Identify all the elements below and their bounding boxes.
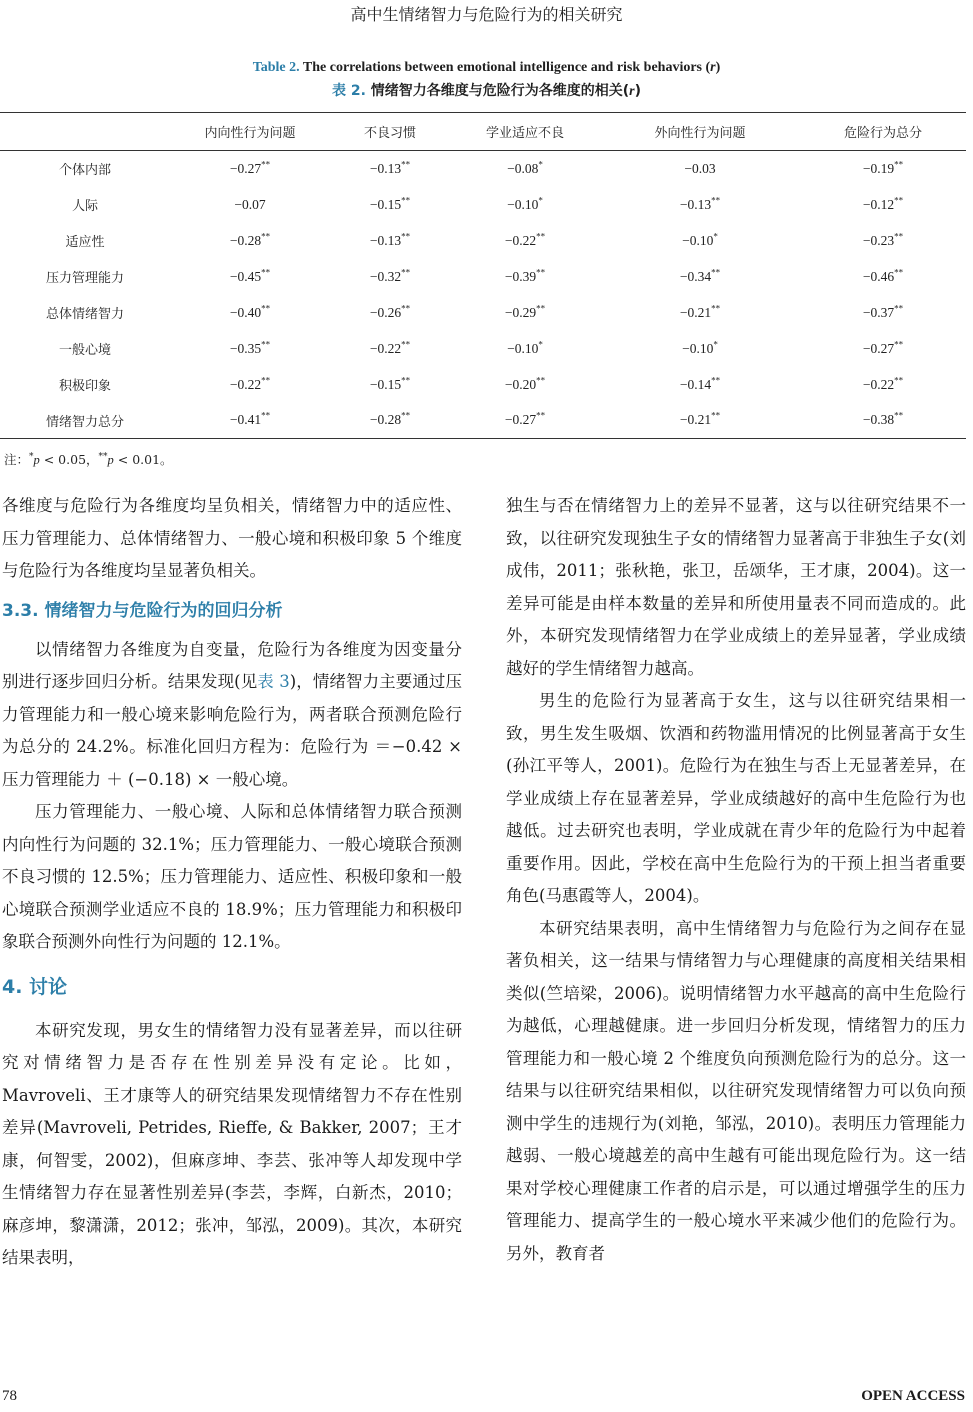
significance-mark: **: [894, 339, 904, 349]
paragraph: 本研究结果表明，高中生情绪智力与危险行为之间存在显著负相关，这一结果与情绪智力与心理健康的高度相关结果相类似(竺培梁，2006)。说明情绪智力水平越高的高中生危险行为越低，心理越健康。进一步回归分析发现，情绪智力的压力管理能力和一般心境 2 个维度负向预测危险行为的总分。这一结果与以往研究结果相似，以往研究发现情绪智力可以负向预测中学生的违规行为(刘艳，邹泓，2010)。表明压力管理能力越弱、一般心境越差的高中生越有可能出现危险行为。这一结果对学校心理健康工作者的启示是，可以通过增强学生的压力管理能力、提高学生的一般心境水平来减少他们的危险行为。另外，教育者: [506, 918, 966, 1263]
header-cell: 学业适应不良: [485, 126, 564, 141]
correlation-table: [0, 112, 966, 439]
row-label: 积极印象: [58, 379, 111, 394]
correlation-value: −0.37: [862, 304, 895, 320]
table-header-row: [0, 113, 966, 151]
correlation-cell: [800, 331, 966, 367]
significance-mark: **: [401, 410, 411, 421]
header-cell: 危险行为总分: [843, 126, 922, 141]
correlation-value: −0.15: [369, 376, 402, 392]
paragraph: 本研究发现，男女生的情绪智力没有显著差异，而以往研究对情绪智力是否存在性别差异没有定论。比如，Mavroveli、王才康等人的研究结果发现情绪智力不存在性别差异(Mavroveli, Petrides, Rieffe, & Bakker, 2007；王才康，何智雯，2002)，但麻彦坤、李芸、张冲等人却发现中学生情绪智力存在显著性别差异(李芸，李辉，白新杰，2010；麻彦坤，黎潇潇，2012；张冲，邹泓，2009)。其次，本研究结果表明，: [2, 1020, 462, 1267]
table-caption-zh: [0, 80, 973, 100]
significance-mark: **: [894, 375, 904, 385]
correlation-value: −0.46: [862, 268, 895, 284]
correlation-cell: [450, 367, 600, 403]
correlation-cell: [170, 223, 330, 259]
correlation-value: −0.28: [229, 232, 262, 248]
correlation-value: −0.10: [507, 340, 539, 356]
note-p: p: [107, 453, 114, 467]
table-caption-en-r: r: [710, 60, 716, 75]
paragraph: 压力管理能力、一般心境、人际和总体情绪智力联合预测内向性行为问题的 32.1%；压力管理能力、一般心境联合预测不良习惯的 12.5%；压力管理能力、适应性、积极印象和一般心境联合预测学业适应不良的 18.9%；压力管理能力和积极印象联合预测外向性行为问题的 12.1%。: [2, 802, 462, 951]
correlation-value: −0.21: [679, 412, 712, 428]
correlation-cell: [600, 187, 800, 223]
paragraph: [2, 634, 462, 797]
significance-mark: *: [713, 231, 718, 241]
correlation-cell: [330, 403, 450, 439]
correlation-value: −0.13: [369, 160, 402, 176]
correlation-value: −0.34: [679, 268, 712, 284]
significance-mark: **: [711, 303, 721, 313]
row-label: 一般心境: [58, 343, 111, 358]
correlation-cell: [800, 367, 966, 403]
significance-mark: **: [536, 375, 546, 385]
correlation-cell: [170, 403, 330, 439]
correlation-value: −0.45: [229, 268, 262, 284]
correlation-cell: [330, 367, 450, 403]
row-label: 适应性: [65, 235, 105, 250]
table-caption-zh-r: r: [629, 84, 635, 99]
significance-mark: **: [536, 231, 546, 241]
paragraph-text: )，情绪智力主要通过压力管理能力和一般心境来影响危险行为，两者联合预测危险行为总分的 24.2%。标准化回归方程为：危险行为 ＝−0.42 × 压力管理能力 ＋ (−0.18) × 一般心境。: [2, 672, 463, 789]
correlation-value: −0.07: [234, 196, 266, 212]
table-row: [0, 223, 966, 259]
significance-mark: **: [711, 195, 721, 205]
paragraph: 男生的危险行为显著高于女生，这与以往研究结果相一致，男生发生吸烟、饮酒和药物滥用情况的比例显著高于女生(孙江平等人，2001)。危险行为在独生与否上无显著差异，在学业成绩上存在显著差异，学业成绩越好的高中生危险行为也越低。过去研究也表明，学业成就在青少年的危险行为中起着重要作用。因此，学校在高中生危险行为的干预上担当者重要角色(马惠霞等人，2004)。: [506, 691, 966, 905]
significance-mark: **: [711, 375, 721, 385]
table-row: [0, 187, 966, 223]
table-row: [0, 151, 966, 187]
table-caption-en-close: ): [715, 60, 721, 75]
correlation-value: −0.41: [229, 412, 262, 428]
correlation-value: −0.26: [369, 304, 402, 320]
correlation-cell: [330, 295, 450, 331]
correlation-cell: [450, 151, 600, 187]
paragraph: 独生与否在情绪智力上的差异不显著，这与以往研究结果不一致，以往研究发现独生子女的情绪智力显著高于非独生子女(刘成伟，2011；张秋艳，张卫，岳颂华，王才康，2004)。这一差异可能是由样本数量的差异和所使用量表不同而造成的。此外，本研究发现情绪智力在学业成绩上的差异显著，学业成绩越好的学生情绪智力越高。: [506, 496, 966, 678]
correlation-cell: [800, 187, 966, 223]
correlation-value: −0.27: [862, 340, 895, 356]
significance-mark: *: [538, 159, 543, 170]
significance-mark: **: [894, 195, 904, 205]
row-label: 个体内部: [58, 163, 111, 179]
correlation-value: −0.13: [369, 232, 402, 248]
correlation-value: −0.13: [679, 196, 712, 212]
correlation-cell: [600, 259, 800, 295]
correlation-value: −0.22: [862, 376, 895, 392]
correlation-value: −0.19: [862, 160, 895, 176]
running-header: 高中生情绪智力与危险行为的相关研究: [350, 5, 623, 24]
correlation-cell: [800, 295, 966, 331]
correlation-value: −0.39: [504, 268, 537, 284]
correlation-cell: [450, 259, 600, 295]
note-threshold: < 0.01。: [113, 452, 173, 467]
correlation-value: −0.40: [229, 304, 262, 320]
correlation-cell: [600, 403, 800, 439]
correlation-value: −0.32: [369, 268, 402, 284]
significance-mark: **: [261, 267, 271, 277]
correlation-value: −0.12: [862, 196, 895, 212]
header-cell: 不良习惯: [363, 126, 416, 141]
correlation-cell: [450, 331, 600, 367]
significance-mark: **: [261, 303, 271, 313]
correlation-cell: [450, 187, 600, 223]
open-access-label: OPEN ACCESS: [861, 1388, 965, 1404]
correlation-cell: [450, 295, 600, 331]
correlation-cell: [330, 259, 450, 295]
correlation-value: −0.10: [682, 340, 714, 356]
table-caption-zh-close: ): [634, 83, 642, 99]
table-row: [0, 295, 966, 331]
correlation-cell: [170, 151, 330, 187]
correlation-cell: [600, 367, 800, 403]
row-label: 情绪智力总分: [45, 414, 124, 430]
correlation-cell: [600, 223, 800, 259]
significance-mark: **: [536, 410, 546, 421]
correlation-value: −0.28: [369, 412, 402, 428]
correlation-value: −0.10: [682, 232, 714, 248]
correlation-cell: [800, 259, 966, 295]
correlation-cell: [600, 151, 800, 187]
row-label: 总体情绪智力: [45, 307, 124, 322]
correlation-cell: [450, 403, 600, 439]
correlation-value: −0.29: [504, 304, 537, 320]
left-column: [2, 490, 462, 1275]
header-cell: 外向性行为问题: [654, 126, 746, 141]
correlation-cell: [600, 295, 800, 331]
correlation-value: −0.35: [229, 340, 262, 356]
page-number: 78: [2, 1388, 17, 1404]
correlation-cell: [800, 151, 966, 187]
right-column: [506, 490, 966, 1270]
correlation-cell: [170, 367, 330, 403]
header-cell: 内向性行为问题: [204, 126, 296, 141]
significance-mark: *: [538, 195, 543, 205]
row-label: 人际: [71, 199, 98, 214]
paragraph: 各维度与危险行为各维度均呈负相关，情绪智力中的适应性、压力管理能力、总体情绪智力、一般心境和积极印象 5 个维度与危险行为各维度均呈显著负相关。: [2, 496, 462, 580]
correlation-cell: [330, 151, 450, 187]
correlation-cell: [330, 331, 450, 367]
significance-mark: **: [401, 159, 411, 170]
correlation-cell: [170, 331, 330, 367]
correlation-cell: [600, 331, 800, 367]
table-body: [0, 151, 966, 439]
correlation-value: −0.38: [862, 412, 895, 428]
section-heading-3-3: 3.3. 情绪智力与危险行为的回归分析: [2, 600, 283, 621]
correlation-value: −0.14: [679, 376, 712, 392]
section-heading-4: 4. 讨论: [2, 975, 68, 998]
correlation-cell: [800, 403, 966, 439]
significance-mark: **: [894, 159, 904, 170]
table-caption-zh-body: 情绪智力各维度与危险行为各维度的相关(: [365, 83, 630, 99]
table-row: [0, 259, 966, 295]
significance-mark: *: [538, 339, 543, 349]
table-caption-zh-lead: 表 2.: [331, 83, 366, 99]
significance-mark: **: [401, 339, 411, 349]
significance-mark: **: [894, 410, 904, 421]
significance-mark: **: [401, 303, 411, 313]
significance-mark: **: [401, 231, 411, 241]
table-row: [0, 331, 966, 367]
significance-mark: **: [536, 267, 546, 277]
correlation-value: −0.22: [229, 376, 262, 392]
row-label: 压力管理能力: [45, 271, 124, 286]
significance-mark: *: [713, 339, 718, 349]
significance-mark: **: [261, 231, 271, 241]
correlation-value: −0.20: [504, 376, 537, 392]
significance-mark: **: [711, 410, 721, 421]
correlation-table-wrap: [0, 112, 966, 439]
correlation-value: −0.27: [504, 412, 537, 428]
table-caption-en: [0, 60, 973, 76]
note-threshold: < 0.05，: [39, 452, 99, 467]
table-note: [4, 450, 173, 468]
significance-mark: **: [894, 267, 904, 277]
note-sup: **: [98, 451, 108, 462]
correlation-value: −0.10: [507, 196, 539, 212]
significance-mark: **: [401, 267, 411, 277]
significance-mark: **: [536, 303, 546, 313]
correlation-cell: [170, 259, 330, 295]
significance-mark: **: [261, 159, 271, 170]
correlation-cell: [330, 223, 450, 259]
significance-mark: **: [711, 267, 721, 277]
table-3-link[interactable]: 表 3: [257, 672, 290, 691]
table-row: [0, 367, 966, 403]
table-caption-en-lead: Table 2.: [252, 60, 300, 75]
significance-mark: **: [261, 339, 271, 349]
note-prefix: 注：: [4, 452, 30, 467]
correlation-cell: [450, 223, 600, 259]
significance-mark: **: [894, 303, 904, 313]
correlation-value: −0.15: [369, 196, 402, 212]
correlation-value: −0.21: [679, 304, 712, 320]
correlation-cell: [170, 295, 330, 331]
correlation-value: −0.22: [369, 340, 402, 356]
correlation-cell: [330, 187, 450, 223]
table-row: [0, 403, 966, 439]
correlation-value: −0.22: [504, 232, 537, 248]
correlation-value: −0.27: [229, 160, 262, 176]
correlation-cell: [800, 223, 966, 259]
header-cell: [0, 113, 170, 151]
significance-mark: **: [261, 410, 271, 421]
correlation-value: −0.08: [507, 160, 539, 176]
correlation-value: −0.23: [862, 232, 895, 248]
paragraph-text: 以情绪智力各维度为自变量，危险行为各维度为因变量分别进行逐步回归分析。结果发现(见: [2, 639, 462, 691]
significance-mark: **: [401, 375, 411, 385]
significance-mark: **: [401, 195, 411, 205]
note-p: p: [33, 453, 40, 467]
significance-mark: **: [894, 231, 904, 241]
significance-mark: **: [261, 375, 271, 385]
correlation-value: −0.03: [684, 160, 716, 176]
correlation-cell: [170, 187, 330, 223]
table-caption-en-body: The correlations between emotional intelligence and risk behaviors (: [299, 60, 711, 75]
note-sup: *: [29, 451, 34, 462]
